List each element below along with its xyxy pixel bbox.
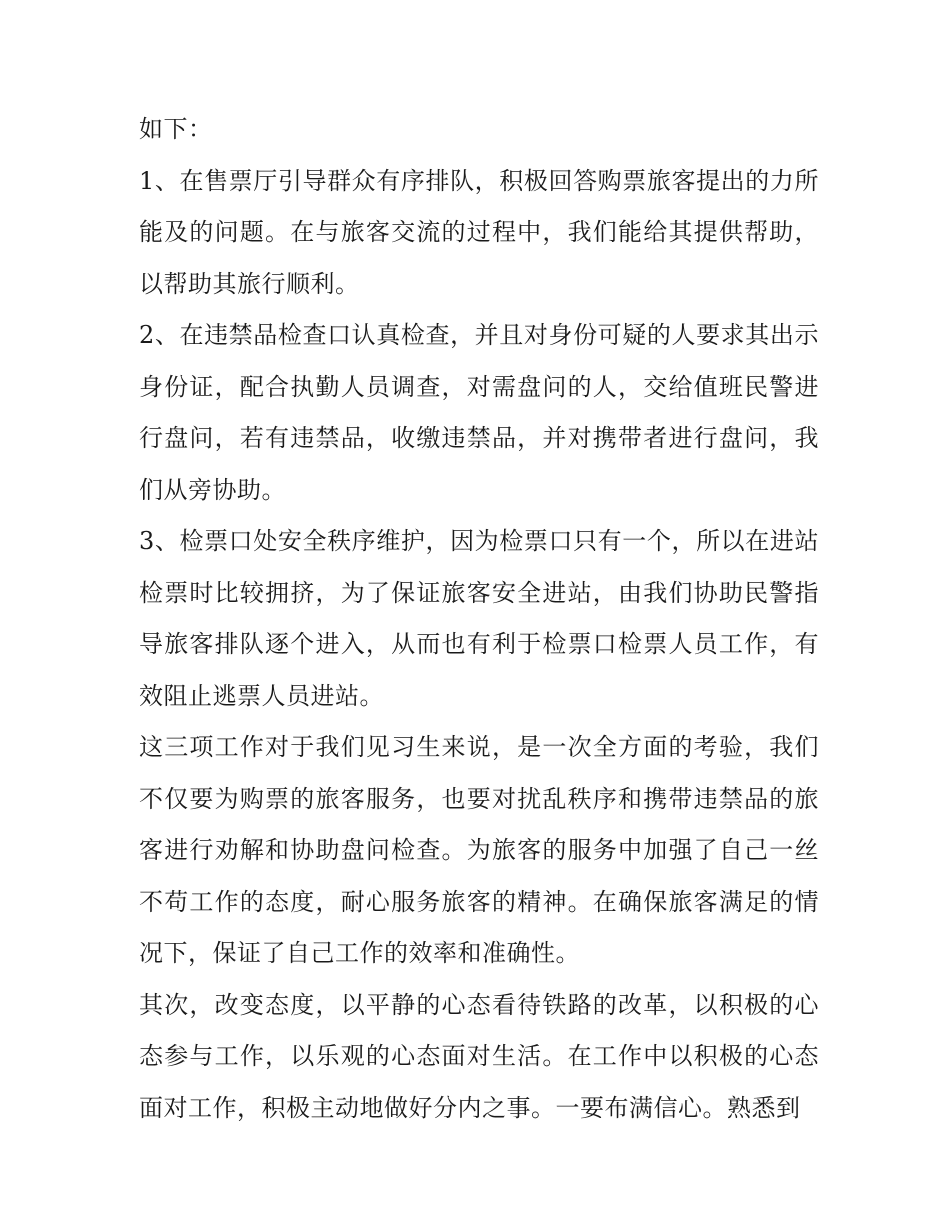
paragraph-intro: 如下： bbox=[139, 115, 213, 143]
paragraph-summary: 这三项工作对于我们见习生来说，是一次全方面的考验，我们不仅要为购票的旅客服务，也要对扰乱秩序和携带违禁品的旅客进行劝解和协助盘问检查。为旅客的服务中加强了自己一丝不苟工作的态度，耐心服务旅客的精神。在确保旅客满足的情况下，保证了自己工作的效率和准确性。 bbox=[139, 733, 819, 967]
document-body bbox=[139, 104, 819, 1134]
paragraph-item-3: 3、检票口处安全秩序维护，因为检票口只有一个，所以在进站检票时比较拥挤，为了保证旅客安全进站，由我们协助民警指导旅客排队逐个进入，从而也有利于检票口检票人员工作，有效阻止逃票人员进站。 bbox=[139, 527, 819, 710]
paragraph-item-2: 2、在违禁品检查口认真检查，并且对身份可疑的人要求其出示身份证，配合执勤人员调查，对需盘问的人，交给值班民警进行盘问，若有违禁品，收缴违禁品，并对携带者进行盘问，我们从旁协助。 bbox=[139, 321, 819, 504]
paragraph-attitude: 其次，改变态度，以平静的心态看待铁路的改革，以积极的心态参与工作，以乐观的心态面对生活。在工作中以积极的心态面对工作，积极主动地做好分内之事。一要布满信心。熟悉到 bbox=[139, 990, 819, 1122]
paragraph-item-1: 1、在售票厅引导群众有序排队，积极回答购票旅客提出的力所能及的问题。在与旅客交流的过程中，我们能给其提供帮助，以帮助其旅行顺利。 bbox=[139, 166, 819, 298]
